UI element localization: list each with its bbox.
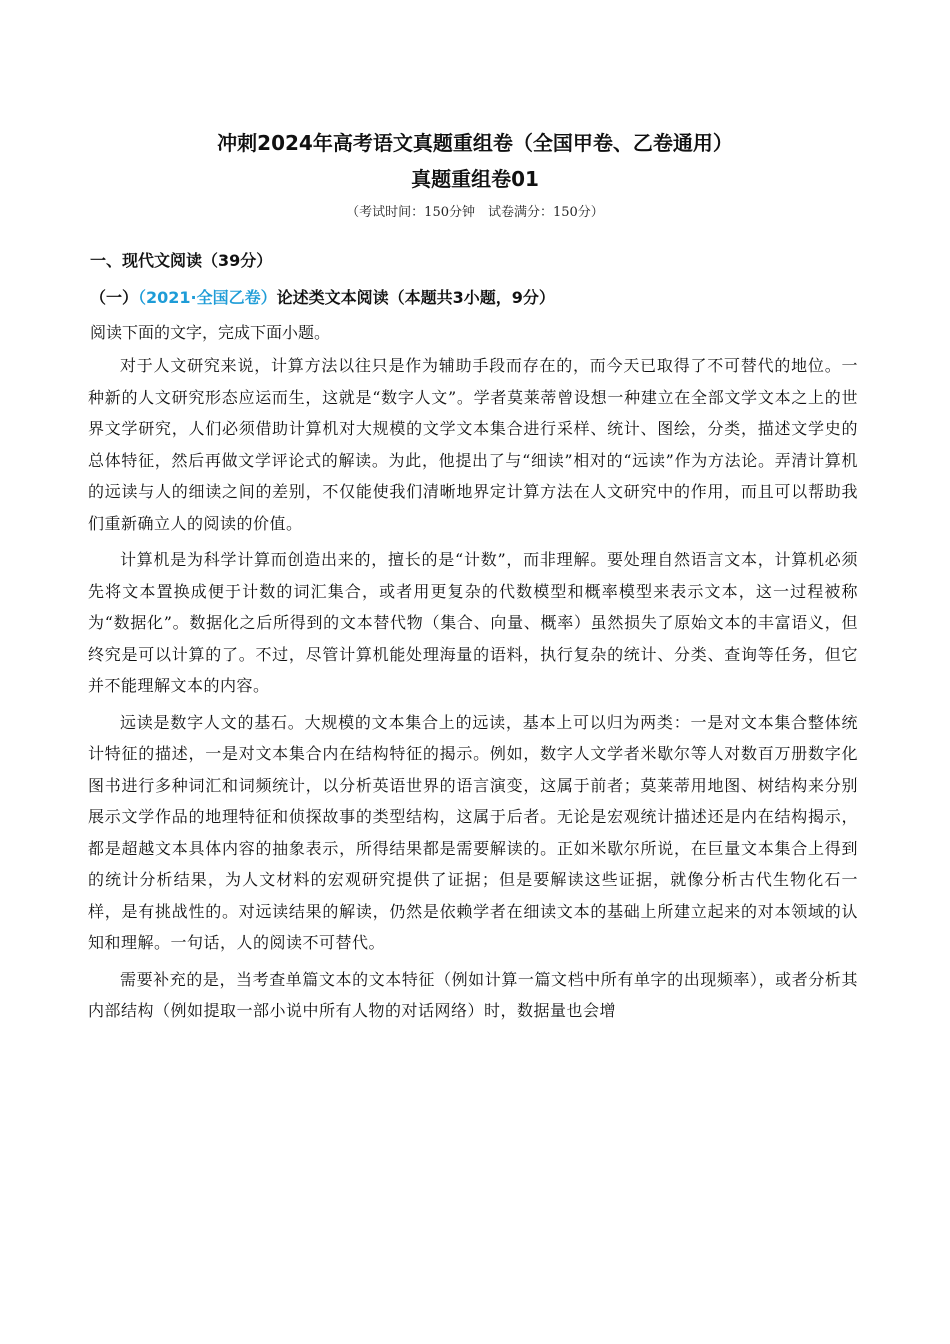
passage-paragraph: 计算机是为科学计算而创造出来的，擅长的是“计数”，而非理解。要处理自然语言文本，计算机必须先将文本置换成便于计数的词汇集合，或者用更复杂的代数模型和概率模型来表示文本，这一过程被称为“数据化”。数据化之后所得到的文本替代物（集合、向量、概率）虽然损失了原始文本的丰富语义，但终究是可以计算的了。不过，尽管计算机能处理海量的语料，执行复杂的统计、分类、查询等任务，但它并不能理解文本的内容。: [88, 550, 858, 695]
sub-section-title: 论述类文本阅读（本题共3小题，9分）: [276, 288, 555, 307]
document-subtitle: 真题重组卷01: [411, 167, 539, 191]
passage-paragraph: 需要补充的是，当考查单篇文本的文本特征（例如计算一篇文档中所有单字的出现频率），或者分析其内部结构（例如提取一部小说中所有人物的对话网络）时，数据量也会增: [88, 969, 858, 1020]
reading-instruction: 阅读下面的文字，完成下面小题。: [90, 323, 331, 342]
reading-passage: [88, 350, 858, 1032]
passage-paragraph: 对于人文研究来说，计算方法以往只是作为辅助手段而存在的，而今天已取得了不可替代的地位。一种新的人文研究形态应运而生，这就是“数字人文”。学者莫莱蒂曾设想一种建立在全部文学文本之上的世界文学研究，人们必须借助计算机对大规模的文学文本集合进行采样、统计、图绘，分类，描述文学史的总体特征，然后再做文学评论式的解读。为此，他提出了与“细读”相对的“远读”作为方法论。弄清计算机的远读与人的细读之间的差别，不仅能使我们清晰地界定计算方法在人文研究中的作用，而且可以帮助我们重新确立人的阅读的价值。: [88, 356, 858, 533]
sub-section-prefix: （一）: [90, 288, 139, 307]
sub-section-source: （2021·全国乙卷）: [138, 288, 277, 307]
passage-paragraph: 远读是数字人文的基石。大规模的文本集合上的远读，基本上可以归为两类：一是对文本集合整体统计特征的描述，一是对文本集合内在结构特征的揭示。例如，数字人文学者米歇尔等人对数百万册数字化图书进行多种词汇和词频统计，以分析英语世界的语言演变，这属于前者；莫莱蒂用地图、树结构来分别展示文学作品的地理特征和侦探故事的类型结构，这属于后者。无论是宏观统计描述还是内在结构揭示，都是超越文本具体内容的抽象表示，所得结果都是需要解读的。正如米歇尔所说，在巨量文本集合上得到的统计分析结果，为人文材料的宏观研究提供了证据；但是要解读这些证据，就像分析古代生物化石一样，是有挑战性的。对远读结果的解读，仍然是依赖学者在细读文本的基础上所建立起来的对本领域的认知和理解。一句话，人的阅读不可替代。: [88, 712, 858, 952]
section-heading: 一、现代文阅读（39分）: [90, 251, 273, 270]
document-title: 冲刺2024年高考语文真题重组卷（全国甲卷、乙卷通用）: [217, 131, 733, 155]
sub-section-heading: [90, 285, 555, 308]
exam-info: （考试时间：150分钟 试卷满分：150分）: [346, 205, 604, 220]
